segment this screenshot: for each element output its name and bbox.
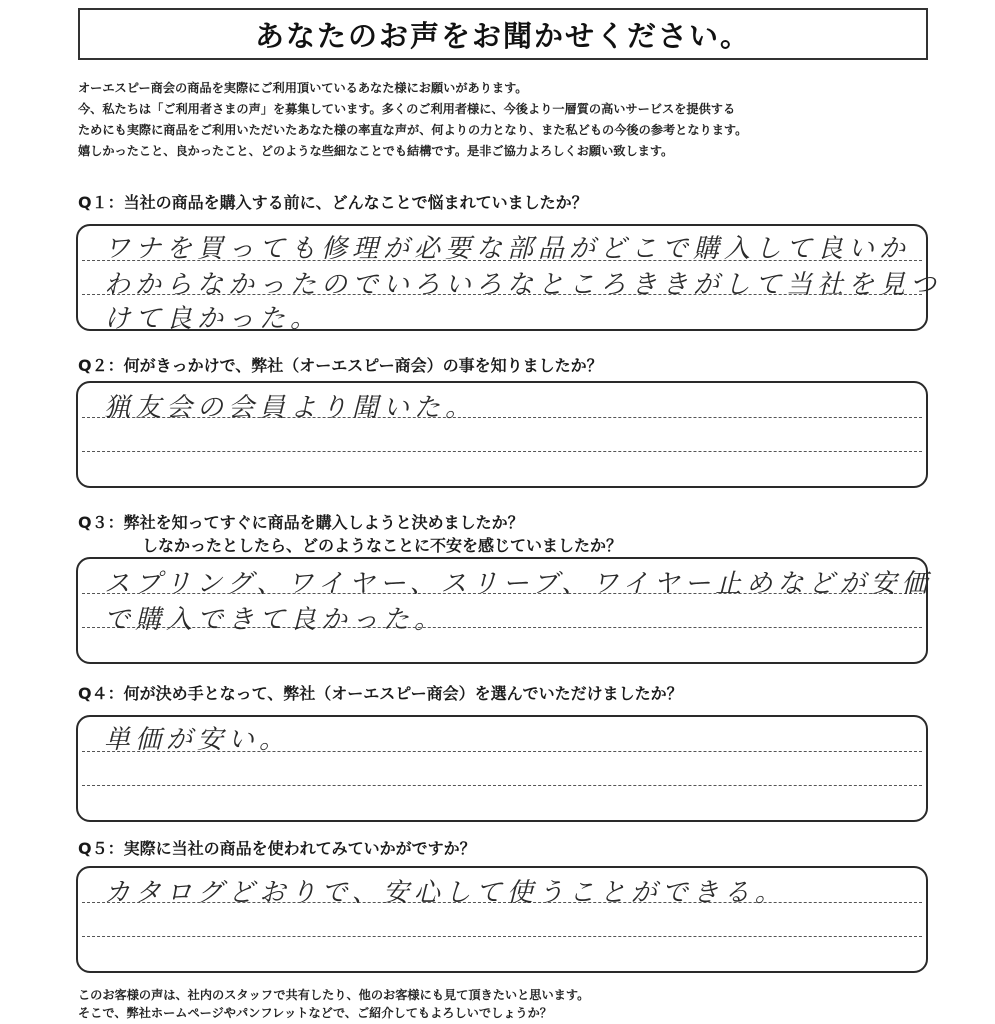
- handwritten-answer: ワナを買っても修理が必要な部品がどこで購入して良いか: [104, 234, 911, 264]
- intro-line: 嬉しかったこと、良かったこと、どのような些細なことでも結構です。是非ご協力よろしくお願い致します。: [78, 144, 674, 158]
- intro-line: ためにも実際に商品をご利用いただいたあなた様の率直な声が、何よりの力となり、また私どもの今後の参考となります。: [78, 123, 748, 137]
- answer-line: [82, 785, 922, 786]
- question-4: Q４：何が決め手となって、弊社（オーエスピー商会）を選んでいただけましたか？: [78, 684, 683, 703]
- intro-text: [78, 78, 958, 162]
- intro-line: 今、私たちは「ご利用者さまの声」を募集しています。多くのご利用者様に、今後より一層質の高いサービスを提供する: [78, 102, 736, 116]
- question-1: Q１：当社の商品を購入する前に、どんなことで悩まれていましたか？: [78, 193, 588, 212]
- handwritten-answer: 単価が安い。: [104, 725, 291, 755]
- handwritten-answer: けて良かった。: [104, 304, 322, 334]
- handwritten-answer: で購入できて良かった。: [104, 605, 446, 635]
- question-3: Q３：弊社を知ってすぐに商品を購入しようと決めましたか？: [78, 513, 524, 532]
- footer-line: そこで、弊社ホームページやパンフレットなどで、ご紹介してもよろしいでしょうか？: [78, 1006, 552, 1020]
- answer-line: [82, 936, 922, 937]
- title-box: [78, 8, 928, 60]
- question-3-subline: しなかったとしたら、どのようなことに不安を感じていましたか？: [142, 536, 623, 555]
- answer-box-5: [76, 866, 928, 973]
- handwritten-answer: カタログどおりで、安心して使うことができる。: [104, 878, 786, 908]
- answer-box-2: [76, 381, 928, 488]
- answer-box-4: [76, 715, 928, 822]
- handwritten-answer: スプリング、ワイヤー、スリーブ、ワイヤー止めなどが安価: [104, 569, 933, 599]
- footer-text: [78, 986, 589, 1022]
- question-5: Q５：実際に当社の商品を使われてみていかがですか？: [78, 839, 476, 858]
- answer-line: [82, 451, 922, 452]
- question-2: Q２：何がきっかけで、弊社（オーエスピー商会）の事を知りましたか？: [78, 356, 603, 375]
- intro-line: オーエスピー商会の商品を実際にご利用頂いているあなた様にお願いがあります。: [78, 81, 528, 95]
- handwritten-answer: わからなかったのでいろいろなところききがして当社を見つ: [104, 270, 942, 300]
- footer-line: このお客様の声は、社内のスタッフで共有したり、他のお客様にも見て頂きたいと思います。: [78, 988, 590, 1002]
- answer-box-1: [76, 224, 942, 334]
- handwritten-answer: 猟友会の会員より聞いた。: [104, 393, 477, 423]
- page-title: あなたのお声をお聞かせください。: [254, 18, 751, 53]
- answer-box-3: [76, 557, 933, 664]
